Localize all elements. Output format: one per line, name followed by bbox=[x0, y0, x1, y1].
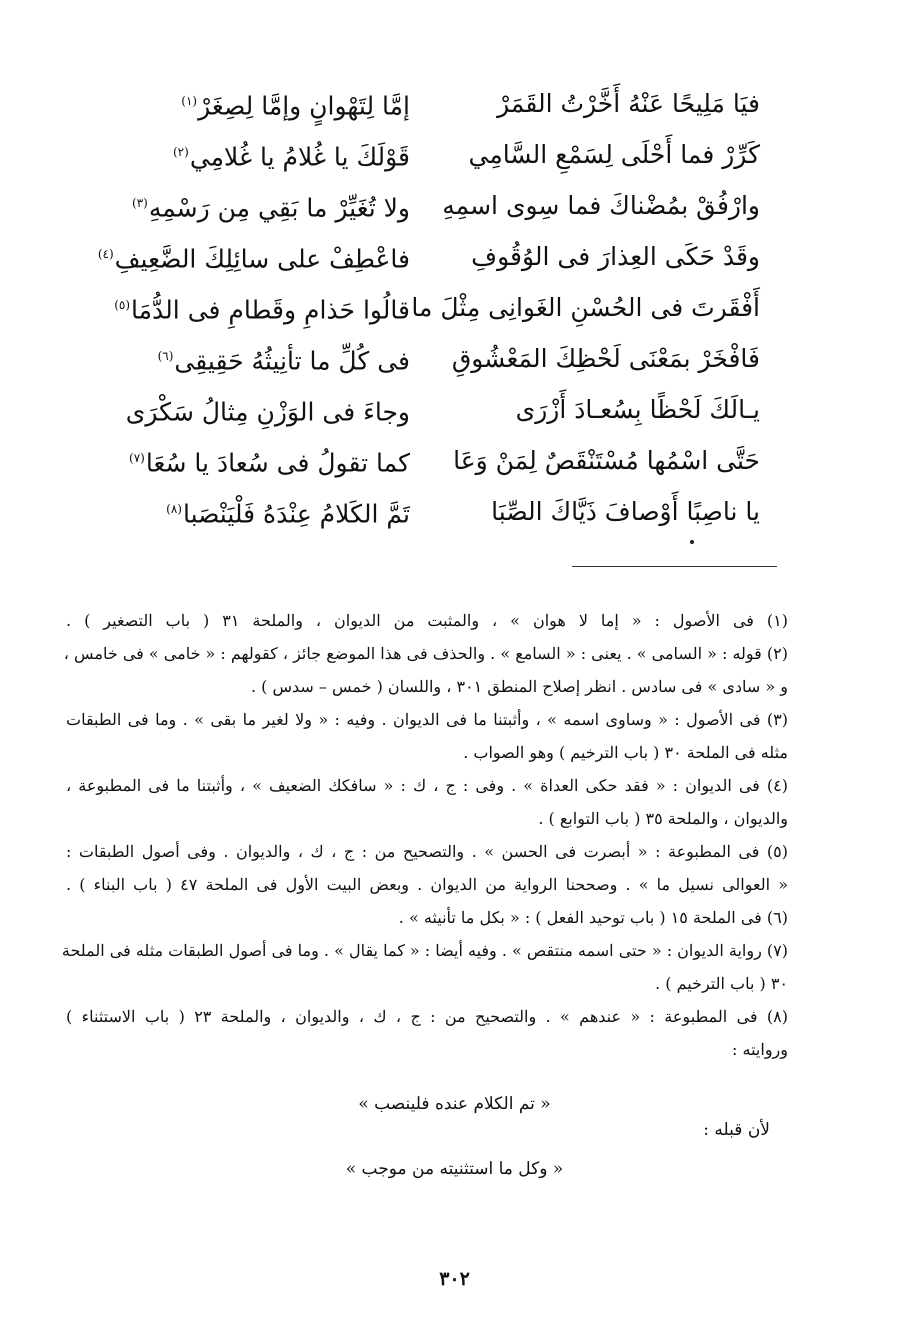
hemistich-text: إمَّا لِتَهْوانٍ وإمَّا لِصِغَرْ bbox=[198, 91, 410, 121]
footnote-marker: (٥) bbox=[114, 297, 131, 312]
verse-2 bbox=[100, 129, 760, 180]
footnote-line: و « سادى » فى سادس . انظر إصلاح المنطق ٣٠١ ، واللسان ( خمس – سدس ) . bbox=[250, 677, 788, 696]
footnote-line: (٥) فى المطبوعة : « أبصرت فى الحسن » . والتصحيح من : ج ، ك ، والديوان . وفى أصول الطبقات : bbox=[66, 842, 788, 861]
hemistich-text: تَمَّ الكَلامُ عِنْدَهُ فَلْيَنْصَبا bbox=[182, 499, 410, 529]
first-hemistich: كَرِّرْ فما أَحْلَى لِسَمْعِ السَّامِي bbox=[468, 140, 760, 169]
hemistich-text: قالُوا حَذامِ وقَطامِ فى الدُّمَا bbox=[131, 295, 410, 325]
first-hemistich: حَتَّى اسْمُها مُسْتَنْقَصٌ لِمَنْ وَعَا bbox=[453, 446, 760, 475]
second-hemistich bbox=[100, 433, 410, 488]
verse-1 bbox=[100, 78, 760, 129]
verse-8 bbox=[100, 435, 760, 486]
footnote-line: والديوان ، والملحة ٣٥ ( باب التوابع ) . bbox=[538, 809, 788, 828]
footnote-line: (٣) فى الأصول : « وساوى اسمه » ، وأثبتنا ما فى الديوان . وفيه : « ولا لغير ما بقى » . وما فى الطبقات bbox=[66, 710, 788, 729]
poem bbox=[97, 78, 760, 537]
footnote-marker: (١) bbox=[181, 93, 198, 108]
footnote-line: (٦) فى الملحة ١٥ ( باب توحيد الفعل ) : « بكل ما تأنيثه » . bbox=[398, 908, 788, 927]
verse-7 bbox=[100, 384, 760, 435]
footnote-marker: (٤) bbox=[97, 246, 114, 261]
footnotes bbox=[61, 604, 789, 1066]
first-hemistich: وارْفُقْ بمُضْناكَ فما سِوى اسمِهِ bbox=[442, 191, 760, 220]
footnote-line: (٤) فى الديوان : « فقد حكى العداة » . وفى : ج ، ك : « سافكك الضعيف » ، وأثبتنا ما فى المطبوعة ، bbox=[66, 776, 788, 795]
verse-5 bbox=[100, 282, 760, 333]
second-hemistich bbox=[100, 382, 410, 437]
second-hemistich bbox=[97, 229, 410, 284]
footnote-line: (٢) قوله : « السامى » . يعنى : « السامع » . والحذف فى هذا الموضع جائز ، كقولهم : « خامى » فى خامس ، bbox=[63, 644, 788, 663]
hemistich-text: فى كُلِّ ما تأنِيثُهُ حَقِيقِى bbox=[174, 346, 410, 376]
second-hemistich bbox=[100, 178, 410, 233]
quoted-verse-2: « وكل ما استثنيته من موجب » bbox=[345, 1159, 564, 1179]
footnote-marker: (٨) bbox=[166, 501, 182, 516]
footnote-marker: (٦) bbox=[157, 348, 174, 363]
first-hemistich: أَفْقَرتَ فى الحُسْنِ الغَوانِى مِثْلَ ما bbox=[411, 293, 760, 322]
footnote-marker: (٧) bbox=[129, 450, 145, 465]
second-hemistich bbox=[100, 484, 410, 539]
footnote-separator bbox=[572, 566, 777, 567]
first-hemistich: يـالَكَ لَحْظًا بِسُعـادَ أَزْرَى bbox=[515, 395, 760, 424]
footnote-line: (٨) فى المطبوعة : « عندهم » . والتصحيح من : ج ، ك ، والديوان ، والملحة ٢٣ ( باب الاستثناء ) bbox=[66, 1007, 789, 1026]
first-hemistich: وقَدْ حَكَى العِذارَ فى الوُقُوفِ bbox=[471, 242, 760, 271]
hemistich-text: فاعْطِفْ على سائِلِكَ الضَّعِيفِ bbox=[114, 244, 410, 274]
verse-6 bbox=[100, 333, 760, 384]
quoted-verse-1: « تم الكلام عنده فلينصب » bbox=[358, 1094, 551, 1114]
first-hemistich: فَافْخَرْ بمَعْنَى لَحْظِكَ المَعْشُوقِ bbox=[451, 344, 760, 373]
stray-dot bbox=[690, 540, 694, 544]
verse-3 bbox=[100, 180, 760, 231]
footnote-line: وروايته : bbox=[732, 1040, 788, 1059]
page-number: ٣٠٢ bbox=[439, 1268, 470, 1290]
verse-4 bbox=[97, 231, 760, 282]
footnote-marker: (٢) bbox=[172, 144, 189, 159]
footnote-line: (٧) رواية الديوان : « حتى اسمه منتقص » . وفيه أيضا : « كما يقال » . وما فى أصول الطبقات مثله فى الملحة bbox=[61, 941, 788, 960]
footnote-line: مثله فى الملحة ٣٠ ( باب الترخيم ) وهو الصواب . bbox=[463, 743, 788, 762]
footnote-line: « العوالى نسيل ما » . وصححنا الرواية من الديوان . وبعض البيت الأول فى الملحة ٤٧ ( باب البناء ) . bbox=[66, 875, 788, 894]
qabl-label: لأن قبله : bbox=[703, 1120, 770, 1140]
hemistich-text: قَوْلَكَ يا غُلامُ يا غُلامِي bbox=[189, 142, 410, 172]
footnote-line: ٣٠ ( باب الترخيم ) . bbox=[655, 974, 788, 993]
hemistich-text: كما تقولُ فى سُعادَ يا سُعَا bbox=[145, 448, 410, 478]
second-hemistich bbox=[100, 331, 410, 386]
second-hemistich bbox=[100, 280, 410, 335]
second-hemistich bbox=[100, 127, 410, 182]
hemistich-text: ولا تُغَيِّرْ ما بَقِي مِن رَسْمِهِ bbox=[148, 193, 410, 223]
hemistich-text: وجاءَ فى الوَزْنِ مِثالُ سَكْرَى bbox=[125, 397, 410, 427]
first-hemistich: فيَا مَلِيحًا عَنْهُ أَخَّرْتُ القَمَرْ bbox=[497, 89, 760, 118]
footnote-line: (١) فى الأصول : « إما لا هوان » ، والمثبت من الديوان ، والملحة ٣١ ( باب التصغير ) . bbox=[66, 611, 788, 630]
verse-9 bbox=[100, 486, 760, 537]
footnote-marker: (٣) bbox=[132, 195, 148, 210]
second-hemistich bbox=[100, 76, 410, 131]
first-hemistich: يا ناصِبًا أَوْصافَ ذَيَّاكَ الصِّبَا bbox=[491, 497, 760, 526]
